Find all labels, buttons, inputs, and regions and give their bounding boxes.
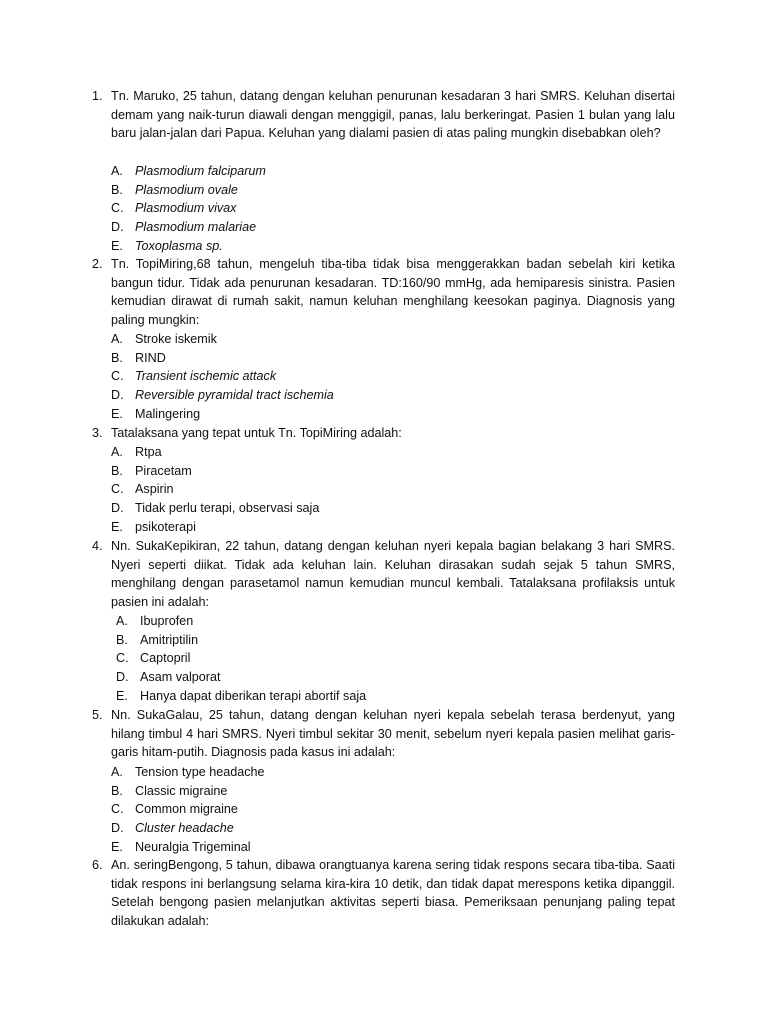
option-a [0,443,768,462]
option-e [0,518,768,537]
options-5 [0,763,768,856]
option-text: Reversible pyramidal tract ischemia [135,388,334,403]
question-text: Tn. Maruko, 25 tahun, datang dengan keluhan penurunan kesadaran 3 hari SMRS. Keluhan disertai demam yang naik-turun diawali dengan menggigil, panas, lalu berkeringat. Pasien 1 bulan yang lalu baru jalan-jalan dari Papua. Keluhan yang dialami pasien di atas paling mungkin disebabkan oleh? [111,89,675,141]
option-text: Plasmodium vivax [135,201,237,216]
option-a [0,330,768,349]
option-letter: A. [111,164,123,178]
option-b [0,631,768,650]
option-c [0,367,768,386]
option-text: Hanya dapat diberikan terapi abortif saja [140,688,367,703]
option-letter: C. [116,651,129,666]
option-a [0,763,768,782]
option-c [0,480,768,499]
option-b [0,349,768,368]
options-1 [0,162,768,255]
option-letter: E. [111,238,123,253]
question-text: Nn. SukaGalau, 25 tahun, datang dengan keluhan nyeri kepala sebelah terasa berdenyut, yang hilang timbul 4 hari SMRS. Nyeri timbul sekitar 30 menit, sebelum nyeri kepala pasien melihat garis-garis hitam-putih. Diagnosis pada kasus ini adalah: [111,708,675,760]
option-text: Toxoplasma sp. [135,238,223,253]
option-b [0,462,768,481]
option-letter: D. [111,220,124,235]
option-text: Neuralgia Trigeminal [135,839,251,854]
option-letter: B. [116,632,128,647]
option-text: Piracetam [135,463,192,478]
option-text: Aspirin [135,482,174,497]
option-text: Classic migraine [135,783,228,798]
option-letter: A. [116,614,128,628]
option-letter: E. [111,406,123,421]
option-letter: D. [111,501,124,516]
option-letter: B. [111,463,123,478]
option-b [0,782,768,801]
option-letter: C. [111,369,124,384]
option-letter: B. [111,783,123,798]
option-d [0,499,768,518]
option-letter: A. [111,332,123,346]
option-text: Plasmodium ovale [135,182,238,197]
question-number: 6. [92,858,103,872]
option-c [0,199,768,218]
options-4 [0,612,768,705]
question-text: Tatalaksana yang tepat untuk Tn. TopiMiring adalah: [111,426,402,440]
option-text: Ibuprofen [140,614,194,628]
option-e [0,838,768,857]
question-number: 1. [92,89,103,103]
option-text: Transient ischemic attack [135,369,277,384]
option-letter: C. [111,201,124,216]
option-c [0,649,768,668]
question-text: Nn. SukaKepikiran, 22 tahun, datang dengan keluhan nyeri kepala bagian belakang 3 hari SMRS. Nyeri seperti diikat. Tidak ada keluhan lain. Keluhan dirasakan sudah sejak 5 tahun SMRS, menghilang dengan parasetamol namun kemudian muncul kembali. Tatalaksana profilaksis untuk pasien ini adalah: [111,539,675,610]
option-d [0,819,768,838]
question-number: 5. [92,708,103,722]
option-a [0,162,768,181]
option-letter: A. [111,445,123,459]
option-text: Plasmodium malariae [135,220,257,235]
option-text: Plasmodium falciparum [135,164,266,178]
option-letter: D. [111,821,124,836]
option-text: psikoterapi [135,519,196,534]
option-text: Captopril [140,651,191,666]
option-text: Tidak perlu terapi, observasi saja [135,501,320,516]
option-c [0,800,768,819]
option-letter: E. [111,839,123,854]
option-text: Stroke iskemik [135,332,217,346]
option-letter: D. [111,388,124,403]
option-letter: E. [111,519,123,534]
option-text: Amitriptilin [140,632,199,647]
option-letter: C. [111,802,124,817]
option-d [0,386,768,405]
option-letter: E. [116,688,128,703]
option-letter: D. [116,670,129,685]
question-number: 3. [92,426,103,440]
option-text: Tension type headache [135,765,265,779]
option-letter: C. [111,482,124,497]
options-2 [0,330,768,423]
option-text: Cluster headache [135,821,234,836]
option-d [0,668,768,687]
options-3 [0,443,768,536]
option-letter: A. [111,765,123,779]
option-text: Malingering [135,406,201,421]
question-number: 4. [92,539,103,553]
option-text: Asam valporat [140,670,221,685]
question-text: Tn. TopiMiring,68 tahun, mengeluh tiba-tiba tidak bisa menggerakkan badan sebelah kiri ketika bangun tidur. Tidak ada penurunan kesadaran. TD:160/90 mmHg, ada hemiparesis sinistra. Pasien kemudian dirawat di rumah sakit, namun keluhan menghilang keesokan paginya. Diagnosis yang paling mungkin: [111,257,675,328]
option-letter: B. [111,182,123,197]
question-text: An. seringBengong, 5 tahun, dibawa orangtuanya karena sering tidak respons secara tiba-tiba. Saati tidak respons ini berlangsung selama kira-kira 10 detik, dan tidak dapat merespons ketika dipanggil. Setelah bengong pasien melanjutkan aktivitas seperti biasa. Pemeriksaan penunjang paling tepat dilakukan adalah: [111,858,675,929]
option-e [0,687,768,706]
option-b [0,181,768,200]
option-text: Rtpa [135,445,162,459]
option-text: Common migraine [135,802,238,817]
option-a [0,612,768,631]
question-number: 2. [92,257,103,271]
option-e [0,237,768,256]
option-d [0,218,768,237]
option-text: RIND [135,350,166,365]
option-letter: B. [111,350,123,365]
option-e [0,405,768,424]
